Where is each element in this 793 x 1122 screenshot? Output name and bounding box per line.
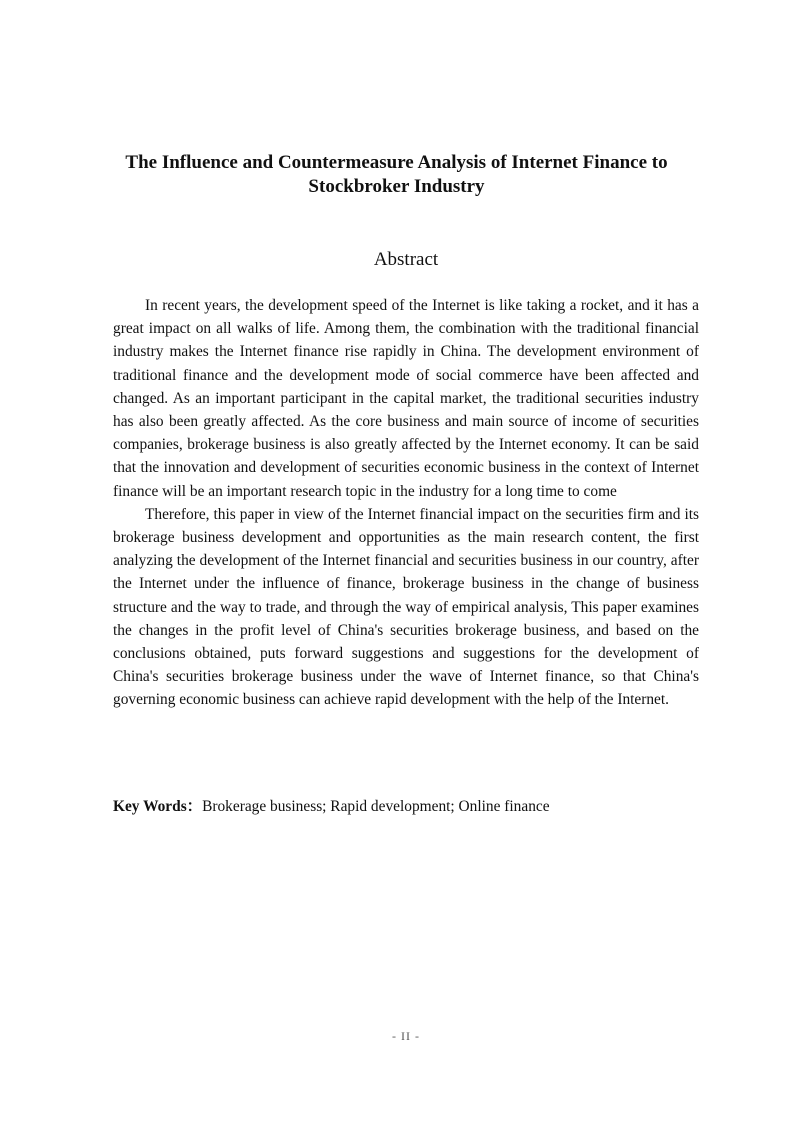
keywords-line — [113, 795, 699, 818]
abstract-heading: Abstract — [373, 249, 439, 270]
page-number: - II - — [392, 1029, 420, 1043]
document-title — [0, 151, 793, 199]
abstract-paragraph-1: In recent years, the development speed of the Internet is like taking a rocket, and it has a great impact on all walks of life. Among them, the combination with the traditional financial industry makes the Internet finance rise rapidly in China. The development environment of traditional finance and the development mode of social commerce have been affected and changed. As an important participant in the capital market, the traditional securities industry has also been greatly affected. As the core business and main source of income of securities companies, brokerage business is also greatly affected by the Internet economy. It can be said that the innovation and development of securities economic business in the context of Internet finance will be an important research topic in the industry for a long time to come — [113, 297, 699, 500]
abstract-paragraph-2: Therefore, this paper in view of the Internet financial impact on the securities firm and its brokerage business development and opportunities as the main research content, the first analyzing the development of the Internet financial and securities business in our country, after the Internet under the influence of finance, brokerage business in the change of business structure and the way to trade, and through the way of empirical analysis, This paper examines the changes in the profit level of China's securities brokerage business, and based on the conclusions obtained, puts forward suggestions and suggestions for the development of China's securities brokerage business under the wave of Internet finance, so that China's governing economic business can achieve rapid development with the help of the Internet. — [113, 505, 699, 709]
title-line-1: The Influence and Countermeasure Analysis of Internet Finance to — [125, 152, 668, 173]
keywords-label: Key Words： — [113, 798, 203, 815]
keywords-text: Brokerage business; Rapid development; Online finance — [202, 798, 550, 815]
abstract-body — [113, 294, 699, 712]
title-line-2: Stockbroker Industry — [308, 176, 485, 197]
